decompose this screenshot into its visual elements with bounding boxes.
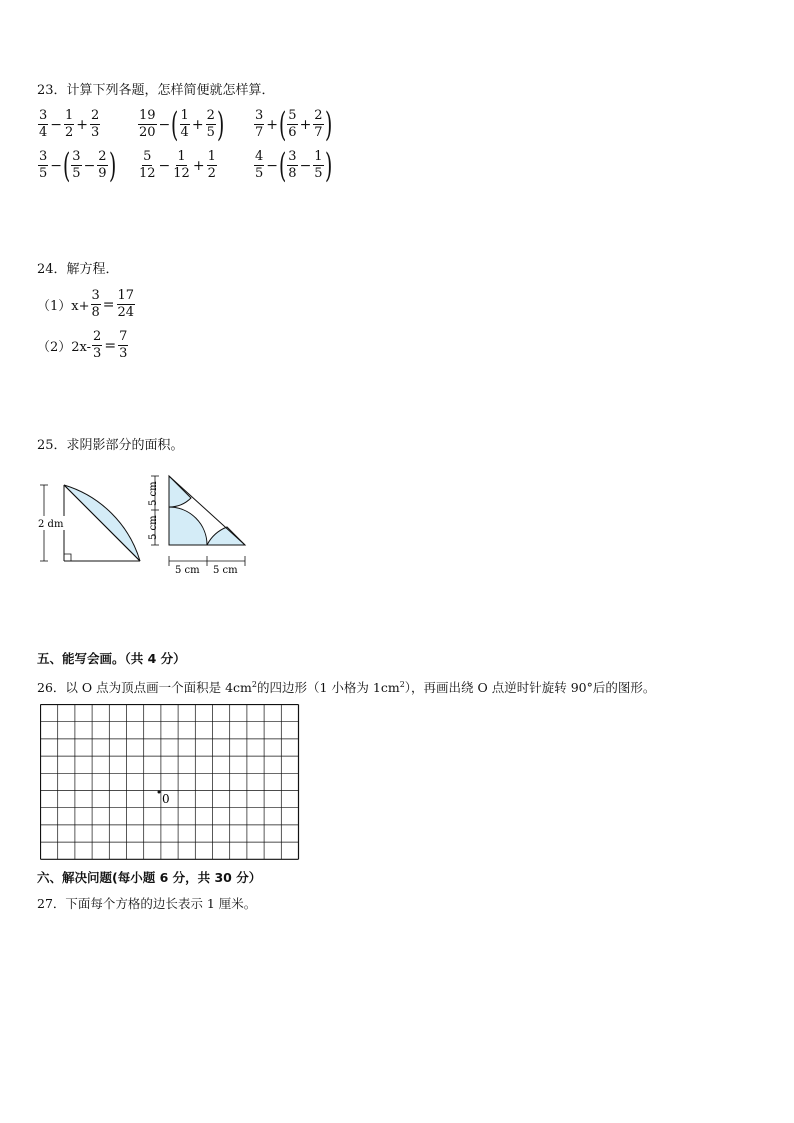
q23-title: 23．计算下列各题，怎样简便就怎样算． [37,83,275,98]
right-paren: ) [324,145,332,186]
q27-title: 27．下面每个方格的边长表示 1 厘米。 [37,896,257,911]
left-paren: ( [171,104,179,145]
fraction: $\frac{2}{5}$ [206,108,215,140]
eq1-fraction-1: $\frac{3}{8}$ [91,288,100,320]
operator: + [76,116,89,133]
operator: − [83,157,96,174]
operator: + [266,116,279,133]
q23-row2 [37,145,357,188]
right-paren: ) [108,145,116,186]
eq2-equals: = [104,337,117,354]
fraction: $\frac{4}{5}$ [255,149,264,181]
eq1-equals: = [102,296,115,313]
operator: − [158,157,171,174]
q26-grid[interactable] [40,704,300,862]
operator: + [299,116,312,133]
right-paren: ) [216,104,225,145]
fig2-label-left-top: 5 cm [148,481,159,506]
fraction: $\frac{2}{3}$ [91,108,100,140]
operator: − [299,157,312,174]
fig2-shaded-top [169,476,191,507]
q24-equation-1 [37,289,136,320]
q24-title: 24．解方程． [37,262,119,277]
fraction: $\frac{3}{7}$ [255,108,264,140]
fig2-label-bottom-left: 5 cm [175,565,200,576]
fraction: $\frac{2}{9}$ [98,149,107,181]
expression-2 [137,104,225,145]
right-paren: ) [324,104,332,145]
operator: − [158,116,171,133]
fraction: $\frac{5}{12}$ [139,149,156,181]
q26-sup1: 2 [251,680,257,689]
fig2-shaded-lower-right [207,527,245,545]
q26-title [37,677,655,696]
q25-title: 25．求阴影部分的面积。 [37,438,184,453]
fig2-shaded-lower-left [169,507,207,545]
fraction: $\frac{3}{5}$ [72,149,81,181]
q23-row1 [37,104,357,147]
section5-heading: 五、能写会画。（共 4 分） [37,651,186,666]
fig2-label-bottom-right: 5 cm [213,565,238,576]
fraction: $\frac{3}{4}$ [39,108,48,140]
eq1-label: （1）x+ [37,299,90,314]
fig1-diagonal [64,485,140,561]
operator: + [192,157,205,174]
fraction: $\frac{3}{8}$ [288,149,297,181]
fraction: $\frac{5}{6}$ [288,108,297,140]
eq2-fraction-1: $\frac{2}{3}$ [93,329,102,361]
expression-3 [253,145,332,186]
expression-3 [253,104,332,145]
fraction: $\frac{2}{7}$ [314,108,323,140]
fraction: $\frac{19}{20}$ [139,108,156,140]
operator: − [266,157,279,174]
fig2-label-left-bottom: 5 cm [148,515,159,540]
fraction: $\frac{1}{12}$ [173,149,190,181]
q25-figure-1 [34,476,146,566]
left-paren: ( [63,145,71,186]
operator: + [191,116,204,133]
fig1-label: 2 dm [38,519,64,530]
left-paren: ( [279,104,287,145]
fraction: $\frac{1}{2}$ [65,108,74,140]
eq2-label: （2）2x- [37,340,92,355]
eq1-fraction-2: $\frac{17}{24}$ [117,288,135,320]
expression-2 [137,150,218,181]
eq2-fraction-2: $\frac{7}{3}$ [119,329,128,361]
q26-sup2: 2 [399,680,405,689]
operator: − [50,157,63,174]
point-o [158,791,161,794]
q26-title-part2: 的四边形（1 小格为 1cm [256,680,400,696]
point-o-label: 0 [162,792,170,806]
grid-lines [41,705,299,860]
q26-title-part1: 26．以 O 点为顶点画一个面积是 4cm [37,680,252,696]
fraction: $\frac{3}{5}$ [39,149,48,181]
fraction: $\frac{1}{5}$ [314,149,323,181]
expression-1 [37,109,101,140]
fig1-right-angle-mark [64,554,71,561]
q25-figure-2 [143,470,253,578]
operator: − [50,116,63,133]
q24-equation-2 [37,330,129,361]
fraction: $\frac{1}{4}$ [180,108,189,140]
expression-1 [37,145,116,186]
q26-title-part3: ），再画出绕 O 点逆时针旋转 90°后的图形。 [404,680,656,696]
section6-heading: 六、解决问题(每小题 6 分，共 30 分） [37,870,262,885]
fraction: $\frac{1}{2}$ [207,149,216,181]
left-paren: ( [279,145,287,186]
